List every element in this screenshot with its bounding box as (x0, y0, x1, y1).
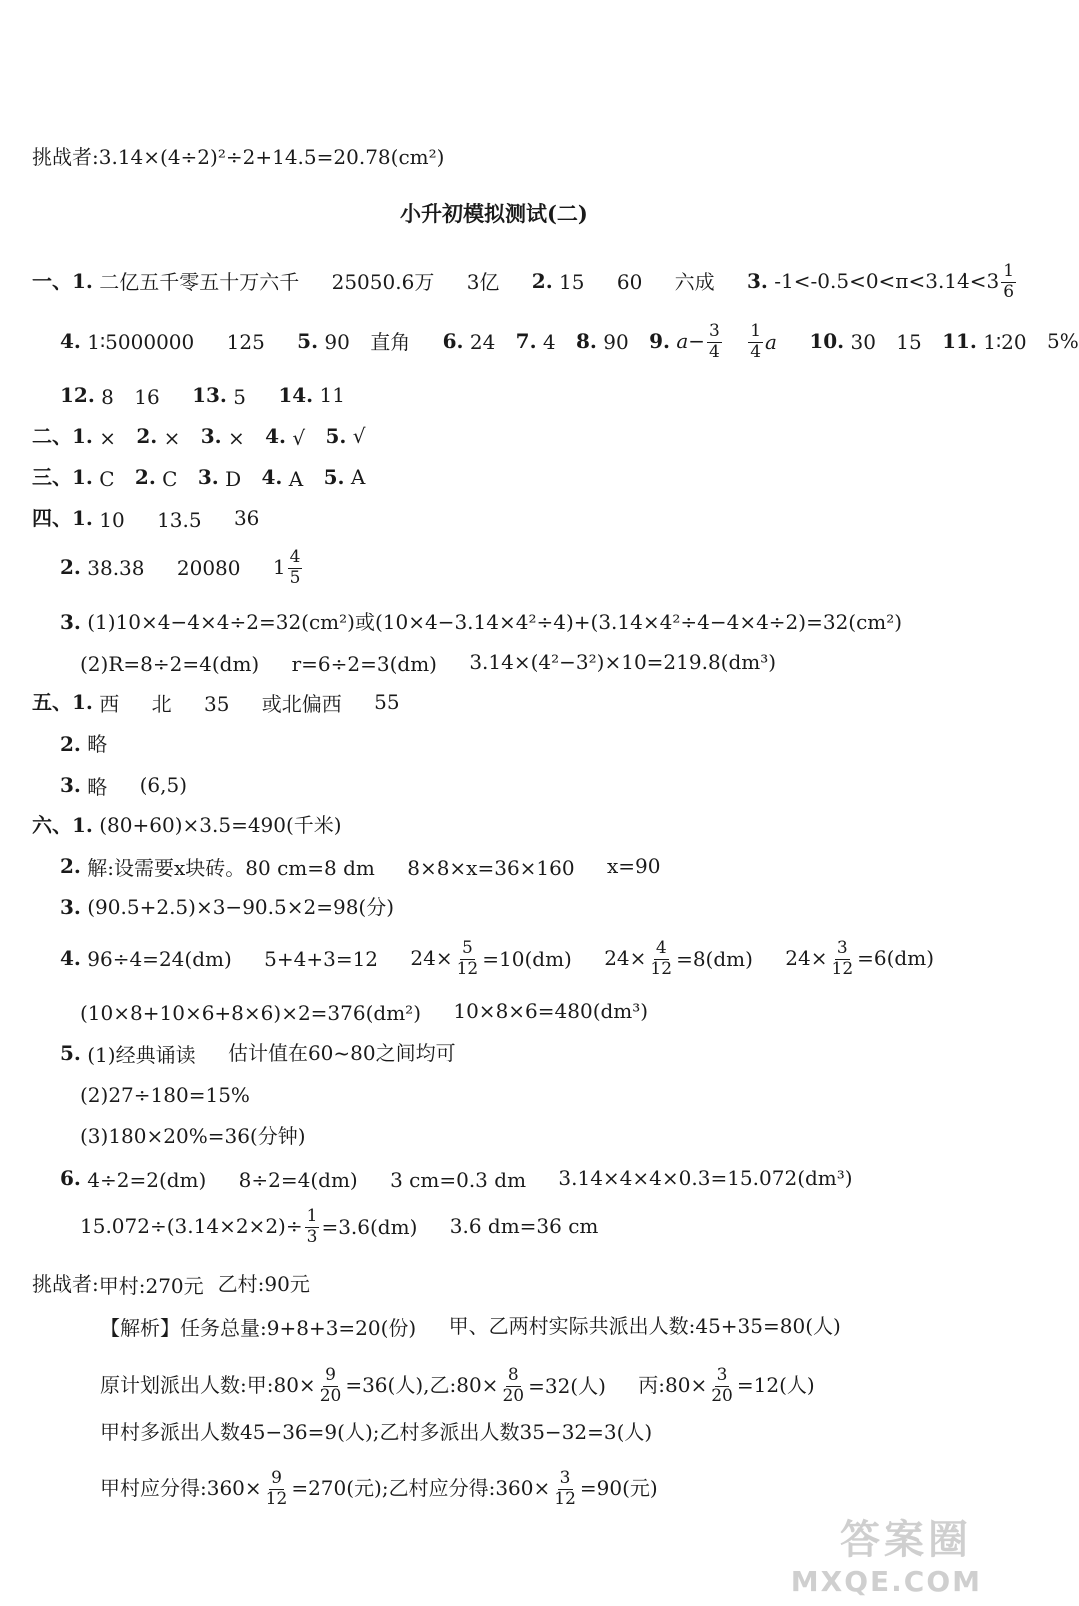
challenger-line4 (100, 1470, 658, 1509)
q-number: 4. (60, 328, 81, 353)
answer: 24× (410, 945, 453, 970)
answer: 38.38 (87, 556, 145, 581)
answer: 30 (850, 330, 876, 355)
answer: A (288, 466, 304, 491)
q-number: 1. (72, 424, 93, 448)
answer: 3.6 dm=36 cm (449, 1213, 599, 1238)
s6-q1 (32, 815, 342, 835)
answer: (80+60)×3.5=490(千米) (99, 813, 342, 837)
fraction: $\frac{3}{12}$ (554, 1468, 576, 1509)
q-number: 3. (60, 610, 81, 634)
answer: 二亿五千零五十万六千 (99, 270, 300, 295)
answer: r=6÷2=3(dm) (291, 651, 437, 676)
q-number: 6. (442, 328, 464, 353)
fraction: $\frac{4}{5}$ (289, 547, 301, 588)
fraction: $\frac{1}{3}$ (306, 1206, 318, 1247)
q-number: 3. (747, 268, 768, 293)
answer: x=90 (606, 854, 661, 878)
answer: 16 (134, 384, 160, 409)
s5-q3 (60, 775, 187, 797)
q-number: 1. (72, 506, 93, 530)
q-number: 5. (60, 1041, 81, 1065)
s5-q1 (32, 692, 400, 714)
s6-q5-line2 (80, 1085, 250, 1105)
answer: (6,5) (139, 773, 188, 797)
top-challenger-text: 挑战者:3.14×(4÷2)²÷2+14.5=20.78(cm²) (32, 145, 445, 169)
answer: × (163, 425, 181, 450)
s6-q5-line3 (80, 1126, 306, 1146)
analysis-text: =32(人) (528, 1374, 606, 1399)
answer: =3.6(dm) (321, 1215, 418, 1240)
answer: A (350, 465, 366, 489)
q-number: 13. (192, 383, 227, 407)
watermark-url: MXQE.COM (790, 1565, 982, 1598)
analysis-text: =36(人),乙:80× (345, 1372, 499, 1397)
q-number: 2. (60, 554, 81, 579)
q-number: 4. (261, 465, 283, 489)
s4-q2 (60, 549, 304, 588)
answer: (2)R=8÷2=4(dm) (80, 651, 260, 676)
analysis-text: =12(人) (736, 1372, 815, 1397)
answer: 5 (233, 384, 246, 409)
answer: √ (292, 425, 306, 450)
s4-q3-line1 (60, 612, 902, 632)
q-number: 4. (265, 424, 287, 448)
answer: 55 (374, 690, 400, 714)
answer: 3.14×(4²−3²)×10=219.8(dm³) (469, 650, 777, 674)
q-number: 2. (134, 465, 156, 489)
q-number: 2. (136, 424, 158, 448)
q-number: 5. (323, 465, 345, 489)
q-number: 3. (200, 424, 222, 448)
answer: 略 (87, 774, 108, 799)
s6-label: 六、 (32, 813, 72, 837)
watermark (772, 1508, 982, 1598)
analysis-text: 甲、乙两村实际共派出人数:45+35=80(人) (448, 1314, 841, 1338)
answer: 8×8×x=36×160 (407, 855, 575, 880)
fraction: $\frac{1}{6}$ (1003, 261, 1015, 302)
answer: 甲村:270元 (98, 1273, 204, 1298)
s6-q3 (60, 897, 394, 917)
s4-label: 四、 (32, 506, 72, 530)
answer: (1)10×4−4×4÷2=32(cm²)或(10×4−3.14×4²÷4)+(3.14×4²÷4−4×4÷2)=32(cm²) (87, 610, 903, 634)
q-number: 3. (60, 773, 81, 797)
answer: 35 (203, 691, 230, 716)
answer: 125 (226, 330, 265, 355)
answer: 略 (87, 732, 108, 756)
answer: 3.14×4×4×0.3=15.072(dm³) (558, 1166, 853, 1190)
analysis-text: =270(元);乙村应分得:360× (291, 1475, 551, 1500)
s6-q6-line1 (60, 1168, 853, 1190)
q-number: 1. (72, 813, 93, 837)
answer: 8÷2=4(dm) (238, 1167, 358, 1192)
answer: (1)经典诵读 (87, 1042, 196, 1067)
q-number: 14. (278, 383, 314, 407)
answer: 或北偏西 (261, 691, 342, 716)
analysis-text: 甲村多派出人数45−36=9(人);乙村多派出人数35−32=3(人) (100, 1420, 653, 1444)
q-number: 5. (325, 424, 347, 448)
answer: (90.5+2.5)×3−90.5×2=98(分) (87, 895, 395, 919)
s5-q2 (60, 734, 107, 754)
answer: a (765, 330, 777, 355)
answer: 90 (324, 330, 350, 355)
answer: 解:设需要x块砖。80 cm=8 dm (87, 855, 375, 880)
q-number: 7. (515, 328, 537, 353)
answer: C (99, 466, 115, 491)
answer: C (162, 466, 178, 491)
answer: 25050.6万 (331, 270, 435, 295)
s6-q6-line2 (80, 1208, 598, 1247)
q-number: 9. (649, 328, 670, 353)
answer: 4÷2=2(dm) (87, 1167, 207, 1192)
watermark-logo-text: 答案圈 (840, 1517, 972, 1563)
s6-q2 (60, 856, 660, 878)
answer: 15.072÷(3.14×2×2)÷ (80, 1213, 303, 1238)
q-number: 1. (72, 268, 93, 293)
analysis-text: 丙:80× (638, 1372, 708, 1397)
answer: 24× (785, 945, 828, 970)
s2-row (32, 426, 365, 448)
answer: 24× (604, 945, 647, 970)
answer: =6(dm) (857, 945, 934, 970)
challenger-head (32, 1274, 310, 1296)
q-number: 8. (576, 328, 597, 353)
answer: a− (676, 328, 705, 353)
answer: =10(dm) (482, 947, 572, 972)
q-number: 12. (60, 383, 95, 407)
answer: 60 (616, 270, 643, 295)
q-number: 10. (809, 328, 845, 353)
answer: D (225, 466, 242, 491)
q-number: 3. (197, 465, 219, 489)
answer: 11 (319, 383, 345, 407)
answer: 4 (542, 330, 556, 355)
fraction: $\frac{1}{4}$ (750, 321, 762, 362)
analysis-text: =90(元) (579, 1475, 658, 1500)
answer: 1∶20 (983, 330, 1027, 355)
s4-q1 (32, 508, 259, 530)
s1-row1 (32, 263, 1018, 302)
answer: 5+4+3=12 (264, 947, 379, 972)
answer: 1 (272, 554, 286, 579)
answer: 15 (896, 330, 922, 355)
answer: × (99, 425, 117, 450)
q-number: 1. (72, 465, 93, 489)
s5-label: 五、 (32, 690, 72, 714)
answer: 13.5 (157, 507, 202, 532)
q-number: 2. (531, 268, 553, 293)
answer: 西 (99, 691, 120, 716)
answer: 3亿 (466, 270, 500, 295)
answer: 5% (1047, 328, 1079, 353)
answer: √ (352, 424, 366, 448)
answer: =8(dm) (676, 947, 753, 972)
s1-label: 一、 (32, 268, 72, 293)
q-number: 4. (60, 945, 81, 970)
s1-row3 (60, 385, 345, 407)
q-number: 3. (60, 895, 81, 919)
answer: 乙村:90元 (217, 1272, 310, 1296)
answer: 1∶5000000 (87, 330, 195, 355)
answer: (10×8+10×6+8×6)×2=376(dm²) (80, 1000, 421, 1025)
s1-row2 (60, 323, 1079, 362)
answer: 估计值在60~80之间均可 (227, 1041, 456, 1065)
answer: 3 cm=0.3 dm (390, 1167, 527, 1192)
s6-q5-line1 (60, 1043, 456, 1065)
answer: 24 (469, 330, 496, 355)
fraction: $\frac{3}{4}$ (709, 321, 720, 362)
answer: 36 (233, 506, 260, 530)
fraction: $\frac{5}{12}$ (456, 938, 479, 979)
challenger-line2 (100, 1367, 815, 1406)
answer: 20080 (176, 556, 241, 581)
q-number: 2. (60, 732, 81, 756)
answer: 10×8×6=480(dm³) (453, 999, 649, 1023)
s2-label: 二、 (32, 424, 72, 448)
fraction: $\frac{9}{12}$ (265, 1468, 288, 1509)
fraction: $\frac{4}{12}$ (650, 938, 673, 979)
answer: × (228, 425, 245, 450)
s4-q3-line2 (80, 652, 776, 674)
answer: 10 (99, 507, 125, 532)
challenger-label: 挑战者: (32, 1272, 99, 1296)
answer: 90 (603, 330, 629, 355)
answer: 北 (151, 691, 172, 716)
answer: 直角 (370, 330, 411, 355)
fraction: $\frac{3}{12}$ (831, 938, 854, 979)
fraction: $\frac{3}{20}$ (711, 1365, 733, 1406)
top-challenger-line (32, 147, 444, 167)
s3-row (32, 467, 365, 489)
s6-q4-line2 (80, 1001, 648, 1023)
answer: 六成 (674, 270, 715, 295)
answer: 15 (559, 270, 585, 295)
q-number: 2. (60, 854, 81, 878)
s3-label: 三、 (32, 465, 72, 489)
page-title: 小升初模拟测试(二) (400, 201, 588, 226)
analysis-text: 原计划派出人数:甲:80× (100, 1372, 316, 1397)
q-number: 5. (297, 328, 319, 353)
q-number: 6. (60, 1166, 81, 1190)
answer: -1<-0.5<0<π<3.14̇<3 (774, 268, 1000, 293)
q-number: 1. (72, 690, 93, 714)
answer: (3)180×20%=36(分钟) (80, 1124, 306, 1148)
fraction: $\frac{8}{20}$ (502, 1365, 525, 1406)
s6-q4-line1 (60, 940, 934, 979)
analysis-text: 甲村应分得:360× (100, 1475, 262, 1500)
fraction: $\frac{9}{20}$ (319, 1365, 342, 1406)
answer: 96÷4=24(dm) (87, 947, 232, 972)
q-number: 11. (942, 328, 977, 353)
challenger-line3 (100, 1422, 652, 1442)
challenger-line1 (100, 1316, 841, 1338)
answer: (2)27÷180=15% (80, 1083, 250, 1107)
answer: 8 (101, 384, 114, 409)
analysis-text: 【解析】任务总量:9+8+3=20(份) (100, 1315, 417, 1340)
